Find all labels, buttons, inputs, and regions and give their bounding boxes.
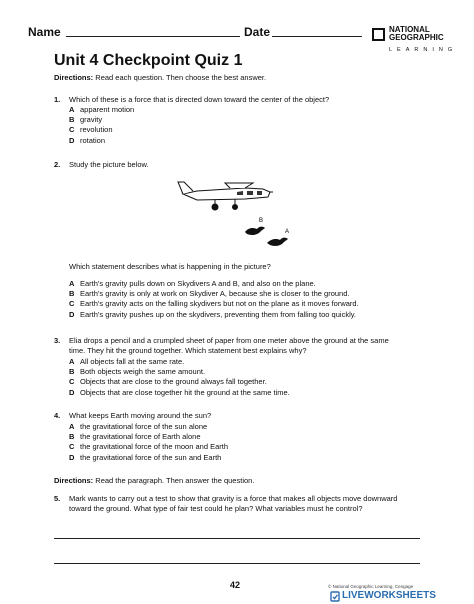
option[interactable]: D the gravitational force of the sun and Earth [69, 452, 222, 462]
skydiver-b-label: B [259, 218, 264, 224]
question-3-text-line2: time. They hit the ground together. Which statement best explains why? [69, 346, 307, 355]
option[interactable]: D Objects that are close together hit the ground at the same time. [69, 387, 290, 397]
date-label: Date [244, 25, 271, 39]
directions-text: Read the paragraph. Then answer the question. [93, 476, 255, 485]
question-number: 1. [54, 95, 61, 104]
question-5-text-line1: Mark wants to carry out a test to show that gravity is a force that makes all objects move downward [69, 494, 398, 503]
option[interactable]: B Earth's gravity is only at work on Skydiver A, because she is closer to the ground. [69, 289, 350, 299]
question-2-text: Study the picture below. [69, 160, 149, 169]
directions-label: Directions: [54, 73, 94, 82]
question-number: 5. [54, 494, 61, 503]
option[interactable]: D rotation [69, 135, 106, 145]
option[interactable]: A Earth's gravity pulls down on Skydivers A and B, and also on the plane. [69, 279, 316, 288]
question-number: 2. [54, 160, 61, 169]
copyright: © National Geographic Learning, Cengage [328, 584, 414, 589]
question-number: 4. [54, 411, 61, 420]
directions-1 [54, 73, 266, 83]
airplane-icon [178, 182, 273, 210]
question-4-options [69, 422, 228, 463]
page-number: 42 [230, 580, 241, 590]
directions-label: Directions: [54, 476, 94, 485]
question-number: 3. [54, 336, 61, 345]
skydiver-a-label: A [285, 229, 290, 235]
logo-sub: LEARNING [389, 47, 458, 53]
logo-line1: NATIONAL [389, 25, 430, 34]
logo-line2: GEOGRAPHIC [389, 33, 444, 42]
skydiver-a-icon [267, 238, 288, 246]
skydiver-b-icon [245, 227, 265, 235]
liveworksheets-logo-icon [330, 591, 340, 602]
option[interactable]: C the gravitational force of the moon and Earth [69, 442, 229, 452]
option[interactable]: A All objects fall at the same rate. [69, 357, 185, 366]
answer-line-2[interactable] [54, 563, 420, 564]
page-title: Unit 4 Checkpoint Quiz 1 [54, 52, 243, 69]
question-1-options [69, 105, 134, 146]
question-4-text: What keeps Earth moving around the sun? [69, 411, 212, 420]
option[interactable]: C Earth's gravity acts on the falling skydivers but not on the plane as it moves forward. [69, 299, 359, 309]
question-5-text-line2: toward the ground. What type of fair test could he plan? What variables must he control? [69, 504, 363, 513]
logo-frame-icon [372, 28, 385, 41]
question-3-options [69, 357, 290, 398]
question-3-text-line1: Elia drops a pencil and a crumpled sheet of paper from one meter above the ground at the same [69, 336, 389, 345]
option[interactable]: C Objects that are close to the ground always fall together. [69, 377, 267, 387]
airplane-skydivers-figure [175, 174, 305, 252]
name-label: Name [28, 25, 61, 39]
directions-text: Read each question. Then choose the best answer. [93, 73, 267, 82]
question-2-options [69, 279, 359, 320]
option[interactable]: D Earth's gravity pushes up on the skydivers, preventing them from falling too quickly. [69, 309, 357, 319]
option[interactable]: B gravity [69, 115, 103, 125]
option[interactable]: B Both objects weigh the same amount. [69, 367, 206, 377]
date-line[interactable] [272, 36, 362, 37]
option[interactable]: C revolution [69, 125, 113, 135]
question-1-text: Which of these is a force that is directed down toward the center of the object? [69, 95, 330, 104]
name-line[interactable] [66, 36, 240, 37]
option[interactable]: A the gravitational force of the sun alone [69, 422, 208, 431]
liveworksheets-text: LIVEWORKSHEETS [342, 590, 436, 601]
question-2-stem: Which statement describes what is happening in the picture? [69, 262, 271, 271]
answer-line-1[interactable] [54, 538, 420, 539]
directions-2 [54, 476, 254, 486]
option[interactable]: B the gravitational force of Earth alone [69, 432, 201, 442]
option[interactable]: A apparent motion [69, 105, 135, 114]
